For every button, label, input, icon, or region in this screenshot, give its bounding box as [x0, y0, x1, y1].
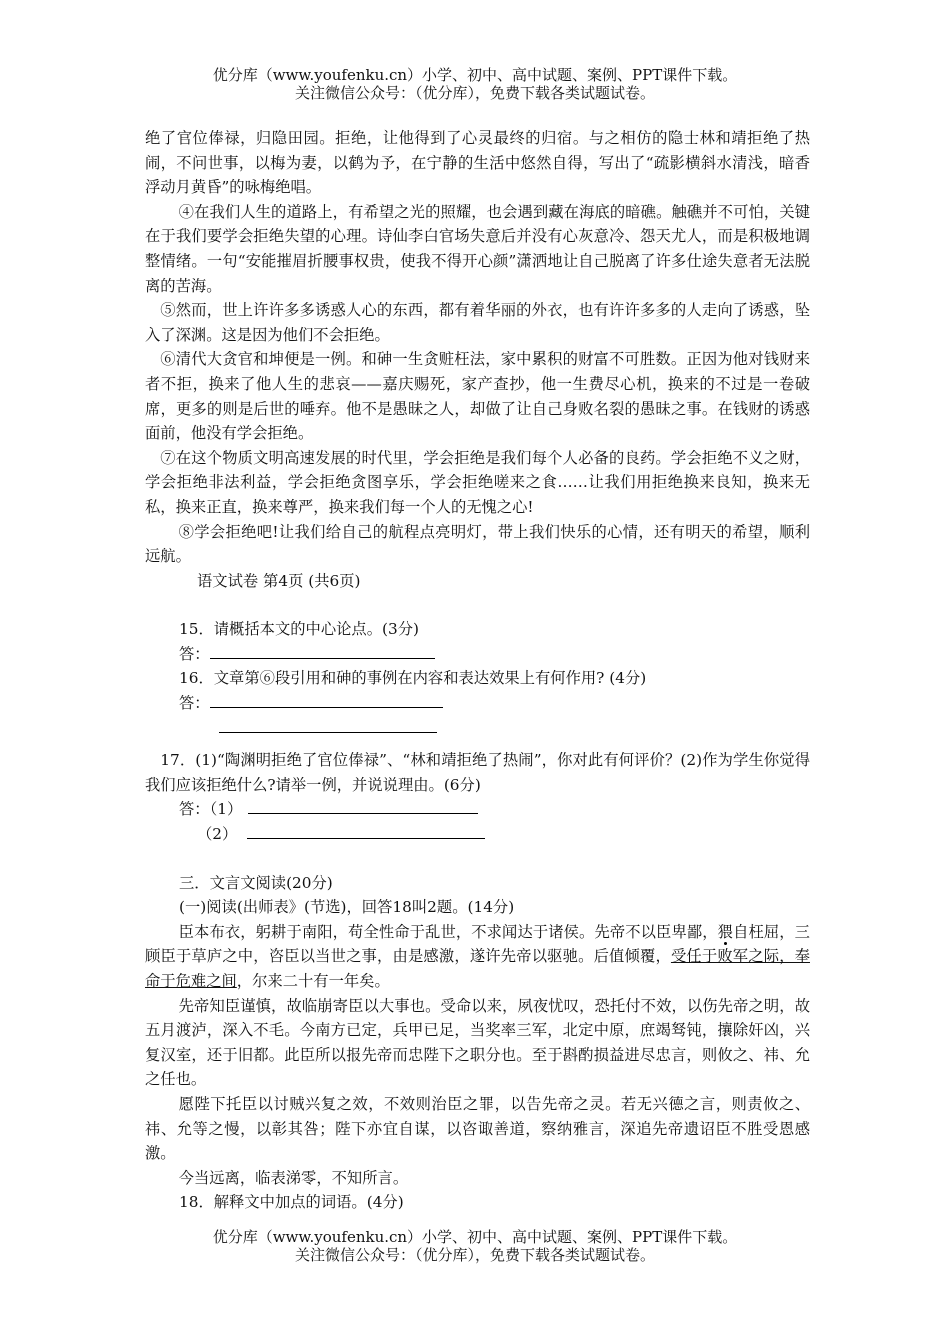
- answer-16-line: [145, 691, 810, 716]
- section-classical-title: 三．文言文阅读(20分): [179, 873, 333, 892]
- answer-16-blank-2: [219, 718, 437, 733]
- answer-15-line: [145, 642, 810, 667]
- answer-label: 答：: [179, 644, 210, 663]
- answer-17-1-label: 答：（1）: [179, 800, 243, 819]
- question-15: 15．请概括本文的中心论点。(3分): [179, 620, 419, 639]
- underlined-sentence: 受任于败军之际，奉命于危难之间: [145, 947, 810, 990]
- dotted-word: 猥: [717, 922, 734, 941]
- article-paragraph-4: ④在我们人生的道路上，有希望之光的照耀，也会遇到藏在海底的暗礁。触礁并不可怕，关键在于我们要学会拒绝失望的心理。诗仙李白官场失意后并没有心灰意冷、怨天尤人，而是积极地调整情绪。一句“安能摧眉折腰事权贵，使我不得开心颜”潇洒地让自己脱离了许多仕途失意者无法脱离的苦海。: [145, 202, 810, 295]
- classical-p1-text-b: 自枉屈，三顾臣于草庐之中，咨臣以当世之事，由是感激，遂许先帝以驱驰。后值倾覆，: [145, 922, 810, 966]
- answer-15-blank: [210, 644, 435, 659]
- article-paragraph-6: ⑥清代大贪官和坤便是一例。和砷一生贪赃枉法，家中累积的财富不可胜数。正因为他对钱财来者不拒，换来了他人生的悲哀——嘉庆赐死，家产查抄，他一生费尽心机，换来的不过是一卷破席，更多的则是后世的唾弃。他不是愚昧之人，却做了让自己身败名裂的愚昧之事。在钱财的诱惑面前，他没有学会拒绝。: [145, 350, 810, 443]
- header-line-1: 优分库（www.youfenku.cn）小学、初中、高中试题、案例、PPT课件下载。: [212, 66, 738, 84]
- classical-paragraph-1: [145, 920, 810, 994]
- answer-17-1-line: [145, 797, 810, 822]
- question-17: 17．(1)“陶渊明拒绝了官位俸禄”、“林和靖拒绝了热闹”，你对此有何评价？(2)作为学生你觉得我们应该拒绝什么?请举一例，并说说理由。(6分): [145, 751, 810, 794]
- classical-paragraph-4: 今当远离，临表涕零，不知所言。: [178, 1168, 409, 1187]
- article-intro-paragraph: 绝了官位俸禄，归隐田园。拒绝，让他得到了心灵最终的归宿。与之相仿的隐士林和靖拒绝了热闹，不问世事，以梅为妻，以鹤为予，在宁静的生活中悠然自得，写出了“疏影横斜水清浅，暗香浮动月黄昏”的咏梅绝唱。: [145, 129, 810, 197]
- question-18: 18．解释文中加点的词语。(4分): [179, 1193, 404, 1212]
- footer-line-2: 关注微信公众号：（优分库），免费下载各类试题试卷。: [294, 1246, 655, 1264]
- article-paragraph-5: ⑤然而，世上许许多多诱惑人心的东西，都有着华丽的外衣，也有许许多多的人走向了诱惑，坠入了深渊。这是因为他们不会拒绝。: [145, 301, 810, 344]
- page-footer: [0, 1228, 950, 1264]
- answer-label: 答：: [179, 694, 210, 713]
- classical-subtitle: (一)阅读(出师表》(节选)，回答18叫2题。(14分): [179, 898, 515, 917]
- header-line-2: 关注微信公众号：（优分库），免费下载各类试题试卷。: [294, 84, 655, 102]
- answer-16-line-2: [145, 716, 810, 741]
- answer-16-blank-1: [210, 693, 443, 708]
- article-paragraph-8: ⑧学会拒绝吧!让我们给自己的航程点亮明灯，带上我们快乐的心情，还有明天的希望，顺利远航。: [145, 522, 810, 566]
- classical-p1-text-a: 臣本布衣，躬耕于南阳，苟全性命于乱世，不求闻达于诸侯。先帝不以臣卑鄙，: [178, 922, 718, 941]
- classical-p1-text-c: ，尔来二十有一年矣。: [236, 972, 390, 990]
- article-paragraph-7: ⑦在这个物质文明高速发展的时代里，学会拒绝是我们每个人必备的良药。学会拒绝不义之财，学会拒绝非法利益，学会拒绝贪图享乐，学会拒绝嗟来之食……让我们用拒绝换来良知，换来无私，换来正直，换来尊严，换来我们每一个人的无愧之心!: [145, 448, 810, 516]
- classical-paragraph-3: 愿陛下托臣以讨贼兴复之效，不效则治臣之罪，以告先帝之灵。若无兴德之言，则责攸之、祎、允等之慢，以彰其咎；陛下亦宜自谋，以咨诹善道，察纳雅言，深追先帝遗诏臣不胜受恩感激。: [145, 1094, 810, 1163]
- exam-page-number: 语文试卷 第4页 (共6页): [197, 571, 361, 590]
- page-header: [0, 66, 950, 102]
- question-16: 16．文章第⑥段引用和砷的事例在内容和表达效果上有何作用? (4分): [179, 669, 647, 688]
- answer-17-2-label: （2）: [197, 825, 238, 844]
- footer-line-1: 优分库（www.youfenku.cn）小学、初中、高中试题、案例、PPT课件下载。: [212, 1228, 738, 1246]
- answer-17-2-line: [145, 822, 810, 847]
- answer-17-1-blank: [248, 799, 478, 814]
- answer-17-2-blank: [247, 824, 485, 839]
- main-content: [145, 126, 810, 1215]
- classical-paragraph-2: 先帝知臣谨慎，故临崩寄臣以大事也。受命以来，夙夜忧叹，恐托付不效，以伤先帝之明，故五月渡泸，深入不毛。今南方已定，兵甲已足，当奖率三军，北定中原，庶竭驽钝，攘除奸凶，兴复汉室，还于旧都。此臣所以报先帝而忠陛下之职分也。至于斟酌损益进尽忠言，则攸之、祎、允之任也。: [145, 996, 810, 1089]
